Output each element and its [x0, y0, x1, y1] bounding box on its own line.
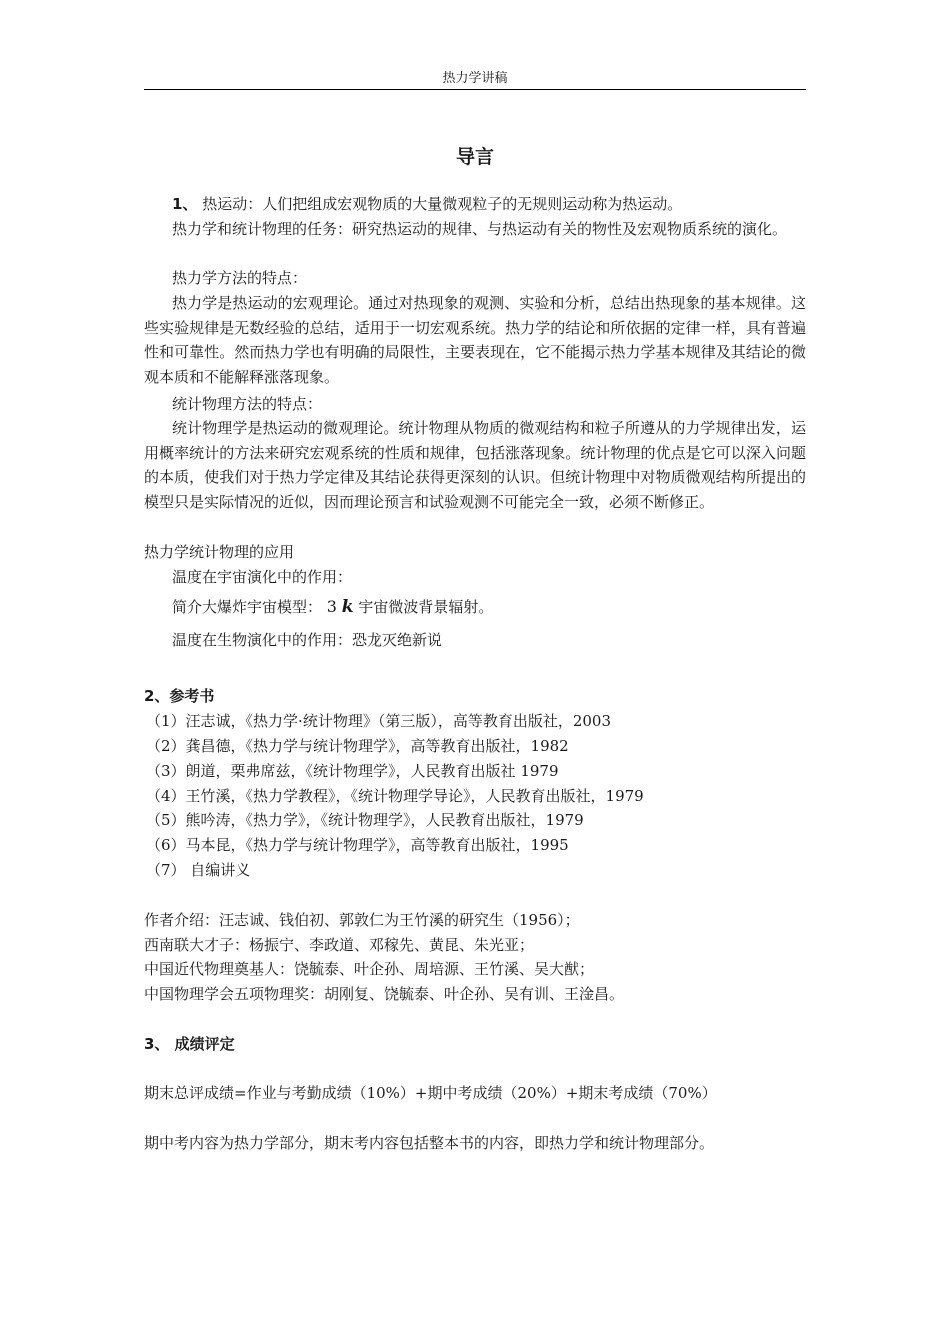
- thermo-method-text: 热力学是热运动的宏观理论。通过对热现象的观测、实验和分析，总结出热现象的基本规律。这些实验规律是无数经验的总结，适用于一切宏观系统。热力学的结论和所依据的定律一样，具有普遍性和可靠性。然而热力学也有明确的局限性，主要表现在，它不能揭示热力学基本规律及其结论的微观本质和不能解释涨落现象。: [144, 294, 806, 386]
- section1-number: 1、: [172, 195, 198, 213]
- stat-method-text: 统计物理学是热运动的微观理论。统计物理从物质的微观结构和粒子所遵从的力学规律出发，运用概率统计的方法来研究宏观系统的性质和规律，包括涨落现象。统计物理的优点是它可以深入问题的本质，使我们对于热力学定律及其结论获得更深刻的认识。但统计物理中对物质微观结构所提出的模型只是实际情况的近似，因而理论预言和试验观测不可能完全一致，必须不断修正。: [144, 419, 806, 511]
- page-title: 导言: [455, 146, 494, 168]
- grading-heading: 3、 成绩评定: [144, 1035, 235, 1053]
- application-label: 热力学统计物理的应用: [144, 543, 295, 561]
- reference-item: （3）朗道，栗弗席兹，《统计物理学》，人民教育出版社 1979: [146, 762, 559, 780]
- thermo-method-label: 热力学方法的特点：: [172, 269, 308, 287]
- header-rule: [144, 89, 806, 90]
- grading-formula: 期末总评成绩=作业与考勤成绩（10%）+期中考成绩（20%）+期末考成绩（70%）: [144, 1084, 717, 1102]
- exam-scope: 期中考内容为热力学部分，期末考内容包括整本书的内容，即热力学和统计物理部分。: [144, 1134, 715, 1152]
- note-line: 中国物理学会五项物理奖：胡刚复、饶毓泰、叶企孙、吴有训、王淦昌。: [144, 985, 625, 1003]
- section1-intro-text: 热运动：人们把组成宏观物质的大量微观粒子的无规则运动称为热运动。: [202, 195, 683, 213]
- note-line: 中国近代物理奠基人：饶毓泰、叶企孙、周培源、王竹溪、吴大猷；: [144, 960, 595, 978]
- boltzmann-k: k: [341, 597, 354, 617]
- section1-intro: [144, 192, 806, 217]
- section1-task: 热力学和统计物理的任务：研究热运动的规律、与热运动有关的物性及宏观物质系统的演化。: [172, 220, 788, 238]
- bigbang-suffix: 宇宙微波背景辐射。: [358, 598, 494, 616]
- reference-item: （6）马本昆，《热力学与统计物理学》，高等教育出版社，1995: [146, 836, 569, 854]
- bigbang-line: [144, 595, 806, 620]
- temp-universe-label: 温度在宇宙演化中的作用：: [172, 568, 353, 586]
- reference-item: （4）王竹溪，《热力学教程》，《统计物理学导论》，人民教育出版社，1979: [146, 787, 644, 805]
- reference-item: （5）熊吟涛，《热力学》，《统计物理学》，人民教育出版社，1979: [146, 811, 584, 829]
- note-line: 作者介绍：汪志诚、钱伯初、郭敦仁为王竹溪的研究生（1956）；: [144, 911, 580, 929]
- reference-item: （1）汪志诚，《热力学·统计物理》（第三版），高等教育出版社，2003: [146, 712, 611, 730]
- reference-item: （7） 自编讲义: [146, 861, 251, 879]
- bigbang-prefix: 简介大爆炸宇宙模型：: [172, 598, 323, 616]
- stat-method-label: 统计物理方法的特点：: [172, 395, 323, 413]
- running-header: 热力学讲稿: [442, 71, 508, 86]
- temp-bio-line: 温度在生物演化中的作用：恐龙灭绝新说: [172, 631, 443, 649]
- note-line: 西南联大才子：杨振宁、李政道、邓稼先、黄昆、朱光亚；: [144, 936, 535, 954]
- references-heading: 2、参考书: [144, 687, 215, 705]
- reference-item: （2）龚昌德，《热力学与统计物理学》，高等教育出版社，1982: [146, 737, 569, 755]
- bigbang-number: 3: [326, 597, 337, 616]
